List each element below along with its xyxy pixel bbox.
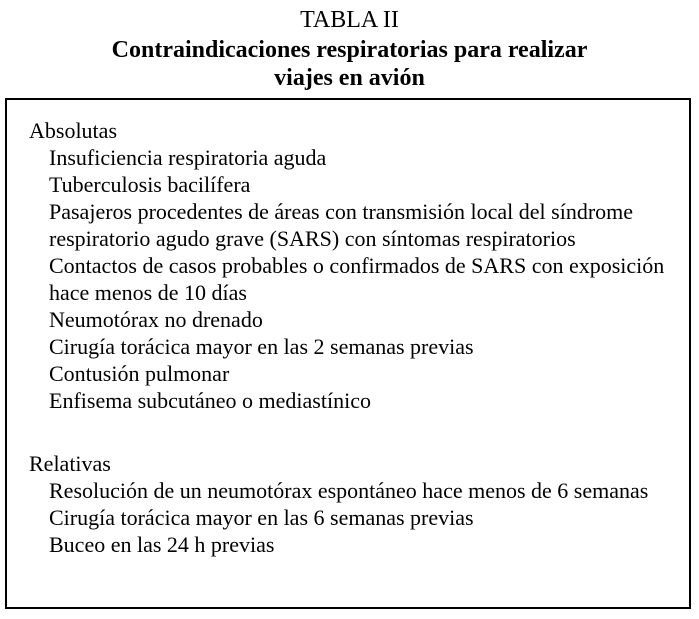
list-item: Cirugía torácica mayor en las 2 semanas previas — [49, 334, 474, 359]
table-number: TABLA II — [300, 7, 399, 33]
list-item: Contusión pulmonar — [49, 361, 230, 386]
contraindications-table — [5, 98, 691, 609]
section-label: Relativas — [29, 451, 111, 476]
section-label: Absolutas — [29, 118, 117, 143]
list-item: Tuberculosis bacilífera — [49, 172, 251, 197]
list-item: Insuficiencia respiratoria aguda — [49, 145, 327, 170]
table-title-line-1: Contraindicaciones respiratorias para realizar — [111, 37, 588, 63]
list-item: Contactos de casos probables o confirmados de SARS con exposición hace menos de 10 días — [49, 253, 665, 305]
list-item: Cirugía torácica mayor en las 6 semanas previas — [49, 505, 474, 530]
section-absolutas — [29, 117, 689, 414]
list-item: Pasajeros procedentes de áreas con transmisión local del síndrome respiratorio agudo grave (SARS) con síntomas respiratorios — [49, 199, 634, 251]
list-item: Enfisema subcutáneo o mediastínico — [49, 388, 371, 413]
list-item: Neumotórax no drenado — [49, 307, 263, 332]
section-relativas — [29, 450, 689, 558]
table-title-line-2: viajes en avión — [274, 65, 425, 91]
list-item: Resolución de un neumotórax espontáneo hace menos de 6 semanas — [49, 478, 649, 503]
list-item: Buceo en las 24 h previas — [49, 532, 275, 557]
